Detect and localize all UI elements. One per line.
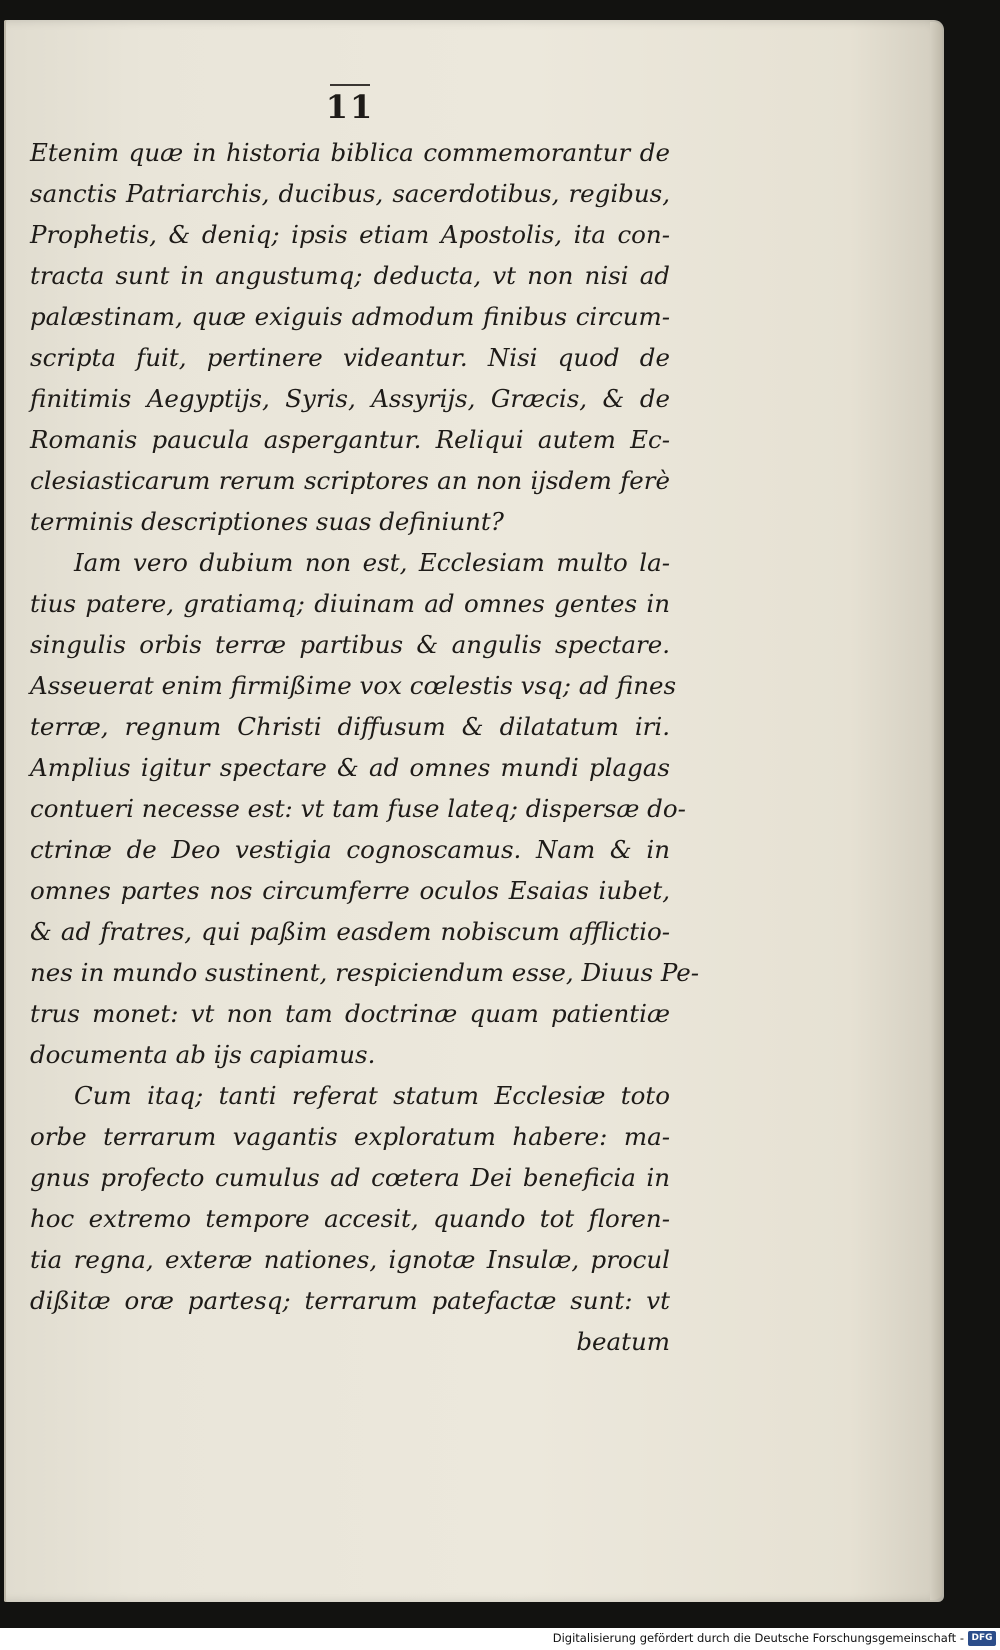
text-line: & ad fratres, qui paßim easdem nobiscum afflictio- [30, 917, 670, 946]
text-line: Prophetis, & deniq; ipsis etiam Apostolis, ita con- [30, 220, 670, 249]
text-line: terræ, regnum Christi diffusum & dilatatum iri. [30, 712, 670, 741]
page-text-block [30, 132, 700, 1362]
text-line: trus monet: vt non tam doctrinæ quam patientiæ [30, 999, 670, 1028]
text-line: hoc extremo tempore accesit, quando tot floren- [30, 1204, 670, 1233]
dfg-logo: DFG [968, 1631, 996, 1646]
text-line: Asseuerat enim firmißime vox cœlestis vsq; ad fines [30, 671, 677, 700]
text-line: tia regna, exteræ nationes, ignotæ Insulæ, procul [30, 1245, 670, 1274]
text-line: tracta sunt in angustumq; deducta, vt non nisi ad [30, 261, 670, 290]
page-number: 11 [300, 88, 400, 126]
text-line: dißitæ oræ partesq; terrarum patefactæ sunt: vt [30, 1286, 670, 1315]
text-line: tius patere, gratiamq; diuinam ad omnes gentes in [30, 589, 670, 618]
page-edge [930, 22, 942, 1600]
text-line: Romanis paucula aspergantur. Reliqui autem Ec- [30, 425, 670, 454]
text-line: contueri necesse est: vt tam fuse lateq; dispersæ do- [30, 794, 686, 823]
text-line: palæstinam, quæ exiguis admodum finibus circum- [30, 302, 670, 331]
text-line: documenta ab ijs capiamus. [30, 1040, 376, 1069]
text-line: omnes partes nos circumferre oculos Esaias iubet, [30, 876, 670, 905]
text-line: scripta fuit, pertinere videantur. Nisi quod de [30, 343, 670, 372]
text-line: Cum itaq; tanti referat statum Ecclesiæ toto [74, 1081, 670, 1110]
text-line: gnus profecto cumulus ad cœtera Dei beneficia in [30, 1163, 670, 1192]
text-line: terminis descriptiones suas definiunt? [30, 507, 504, 536]
funding-credit: Digitalisierung gefördert durch die Deutsche Forschungsgemeinschaft - [552, 1631, 964, 1645]
text-line: sanctis Patriarchis, ducibus, sacerdotibus, regibus, [30, 179, 670, 208]
text-line: Iam vero dubium non est, Ecclesiam multo la- [74, 548, 670, 577]
text-line: clesiasticarum rerum scriptores an non ijsdem ferè [30, 466, 670, 495]
text-line: singulis orbis terræ partibus & angulis spectare. [30, 630, 670, 659]
text-line: finitimis Aegyptijs, Syris, Assyrijs, Græcis, & de [30, 384, 670, 413]
text-line: orbe terrarum vagantis exploratum habere: ma- [30, 1122, 670, 1151]
text-line: Etenim quæ in historia biblica commemorantur de [30, 138, 670, 167]
text-line: nes in mundo sustinent, respiciendum esse, Diuus Pe- [30, 958, 700, 987]
text-line: ctrinæ de Deo vestigia cognoscamus. Nam & in [30, 835, 670, 864]
catchword: beatum [576, 1327, 670, 1356]
footer-bar [0, 1628, 1000, 1650]
text-line: Amplius igitur spectare & ad omnes mundi plagas [30, 753, 670, 782]
